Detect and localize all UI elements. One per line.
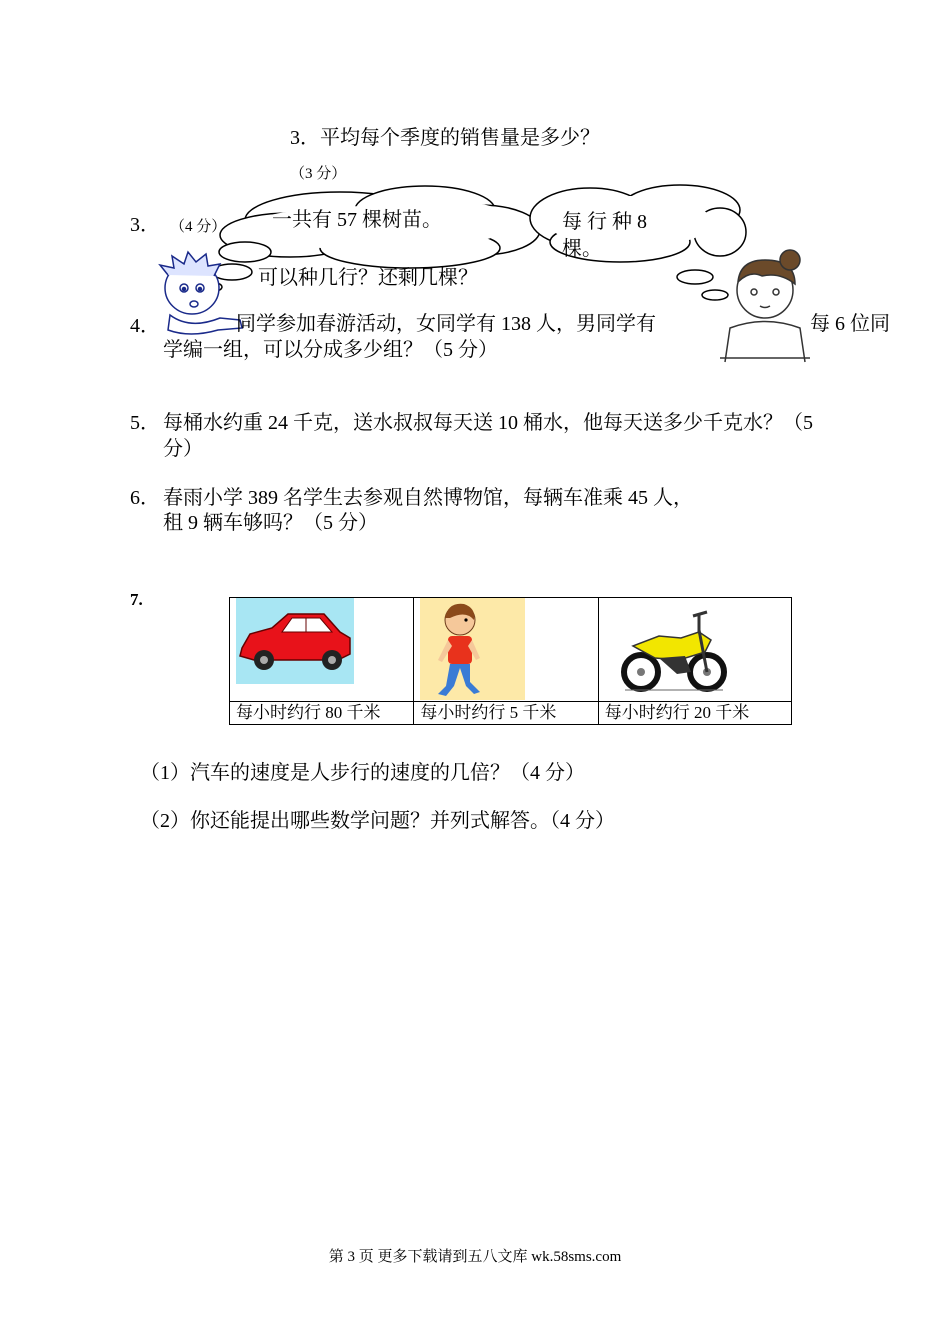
car-speed-caption: 每小时约行 80 千米 <box>230 702 414 725</box>
car-cell <box>230 598 414 702</box>
q7-sub2: （2）你还能提出哪些数学问题？并列式解答。（4 分） <box>140 810 615 832</box>
moto-speed-caption: 每小时约行 20 千米 <box>598 702 791 725</box>
q6-number: 6． <box>130 487 160 509</box>
moto-cell <box>598 598 791 702</box>
q6-line2: 租 9 辆车够吗？（5 分） <box>163 512 378 534</box>
speed-table <box>229 597 792 725</box>
q3-tree-number: 3． <box>130 214 160 236</box>
q3-tree-question: 可以种几行？还剩几棵？ <box>258 267 478 289</box>
q5-number: 5． <box>130 412 160 434</box>
car-icon <box>236 598 354 684</box>
q5-line1: 每桶水约重 24 千克，送水叔叔每天送 10 桶水，他每天送多少千克水？（5 <box>163 412 813 434</box>
q3-tree-score: （4 分） <box>170 219 227 235</box>
q7-sub1: （1）汽车的速度是人步行的速度的几倍？（4 分） <box>140 762 585 784</box>
walker-speed-caption: 每小时约行 5 千米 <box>414 702 598 725</box>
q3-top-text: 3．平均每个季度的销售量是多少？ <box>290 127 600 149</box>
walker-picture <box>420 598 525 700</box>
q5-line2: 分） <box>163 438 203 460</box>
left-bubble-text: 一共有 57 棵树苗。 <box>272 209 442 231</box>
right-bubble-line2: 棵。 <box>562 238 602 260</box>
q4-line1-part2: 每 6 位同 <box>810 313 890 335</box>
q4-line1-part1: 同学参加春游活动，女同学有 138 人，男同学有 <box>236 313 656 335</box>
q4-number: 4． <box>130 315 160 337</box>
car-picture <box>236 598 354 684</box>
walker-cell <box>414 598 598 702</box>
q4-line2: 学编一组，可以分成多少组？（5 分） <box>163 339 498 361</box>
page-footer: 第 3 页 更多下载请到五八文库 wk.58sms.com <box>328 1249 622 1265</box>
right-bubble-line1: 每 行 种 8 <box>562 211 647 233</box>
walking-boy-icon <box>420 598 525 700</box>
q3-top-score: （3 分） <box>290 166 347 182</box>
q6-line1: 春雨小学 389 名学生去参观自然博物馆，每辆车准乘 45 人， <box>163 487 693 509</box>
motorcycle-icon <box>619 602 729 694</box>
girl-character <box>720 250 810 362</box>
q7-number: 7. <box>130 590 143 609</box>
